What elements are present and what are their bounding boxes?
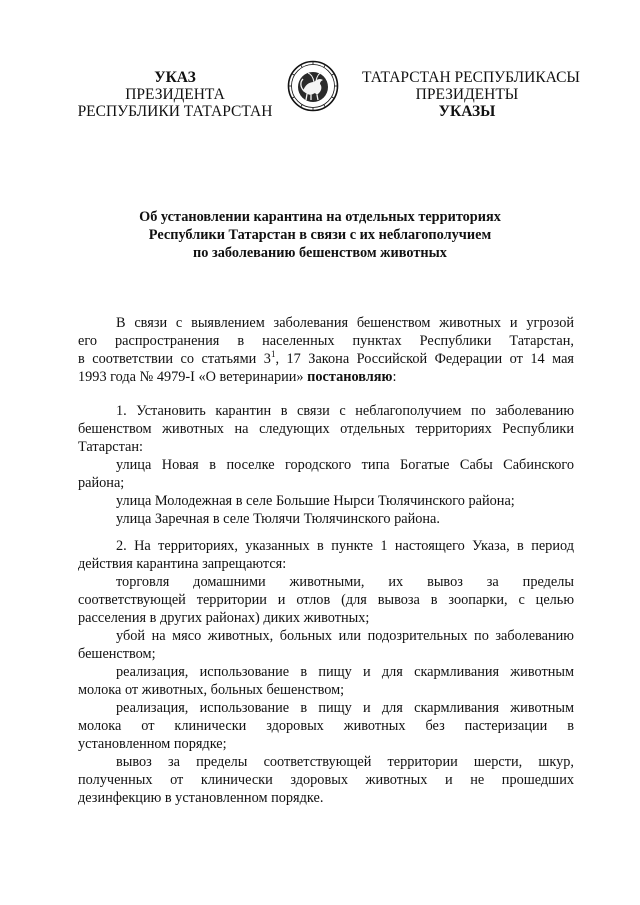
title-line: Республики Татарстан в связи с их неблагополучием xyxy=(148,227,492,243)
header-left-line: ПРЕЗИДЕНТА xyxy=(125,86,225,103)
clause-line: 2. На территориях, указанных в пункте 1 настоящего Указа, в период xyxy=(116,538,574,554)
article-superscript: 1 xyxy=(270,349,276,360)
clause-line: бешенством животных на следующих отдельных территориях Республики xyxy=(78,421,574,437)
preamble-line: его распространения в населенных пунктах Республики Татарстан, xyxy=(78,333,574,349)
header-left xyxy=(70,69,280,120)
title-line: по заболеванию бешенством животных xyxy=(193,245,447,261)
preamble-text: в соответствии со статьями 3 xyxy=(78,351,271,367)
list-item-line: улица Новая в поселке городского типа Богатые Сабы Сабинского xyxy=(116,457,574,473)
clause-line: Татарстан: xyxy=(78,439,144,455)
list-item-line: улица Заречная в селе Тюлячи Тюлячинского района. xyxy=(116,511,440,527)
list-item-line: района; xyxy=(78,475,125,491)
title-line: Об установлении карантина на отдельных территориях xyxy=(139,209,501,225)
list-item-line: торговля домашними животными, их вывоз за пределы xyxy=(116,574,574,590)
decree-verb: постановляю xyxy=(307,369,393,385)
clause-line: 1. Установить карантин в связи с неблагополучием по заболеванию xyxy=(116,403,574,419)
preamble-line xyxy=(78,350,574,368)
coat-of-arms-icon xyxy=(287,60,339,112)
header-right-line: ТАТАРСТАН РЕСПУБЛИКАСЫ xyxy=(362,69,580,86)
list-item-line: дезинфекцию в установленном порядке. xyxy=(78,790,324,806)
list-item-line: полученных от клинически здоровых животных и не прошедших xyxy=(78,772,574,788)
clause-2 xyxy=(78,537,574,807)
header-right-line: УКАЗЫ xyxy=(438,103,496,120)
clause-line: действия карантина запрещаются: xyxy=(78,556,287,572)
list-item-line: бешенством; xyxy=(78,646,156,662)
list-item-line: установленном порядке; xyxy=(78,736,227,752)
list-item-line: улица Молодежная в селе Большие Нырси Тюлячинского района; xyxy=(116,493,515,509)
preamble-line xyxy=(78,368,574,386)
clause-1 xyxy=(78,402,574,528)
list-item-line: реализация, использование в пищу и для скармливания животным xyxy=(116,700,574,716)
header-right-line: ПРЕЗИДЕНТЫ xyxy=(415,86,519,103)
preamble xyxy=(78,314,574,386)
header-left-line: РЕСПУБЛИКИ ТАТАРСТАН xyxy=(77,103,273,120)
list-item-line: вывоз за пределы соответствующей территории шерсти, шкур, xyxy=(116,754,574,770)
header-left-line: УКАЗ xyxy=(154,69,196,86)
list-item-line: молока от клинически здоровых животных без пастеризации в xyxy=(78,718,574,734)
list-item-line: молока от животных, больных бешенством; xyxy=(78,682,345,698)
preamble-line: В связи с выявлением заболевания бешенством животных и угрозой xyxy=(116,315,574,331)
preamble-text: 1993 года № 4979-I «О ветеринарии» xyxy=(78,369,308,385)
list-item-line: реализация, использование в пищу и для скармливания животным xyxy=(116,664,574,680)
decree-title xyxy=(80,208,560,262)
list-item-line: соответствующей территории и отлов (для вывоза в зоопарки, с целью xyxy=(78,592,574,608)
header-right xyxy=(362,69,580,120)
list-item-line: расселения в других районах) диких животных; xyxy=(78,610,370,626)
preamble-text: : xyxy=(392,369,397,385)
preamble-text: , 17 Закона Российской Федерации от 14 мая xyxy=(275,351,574,367)
list-item-line: убой на мясо животных, больных или подозрительных по заболеванию xyxy=(116,628,574,644)
